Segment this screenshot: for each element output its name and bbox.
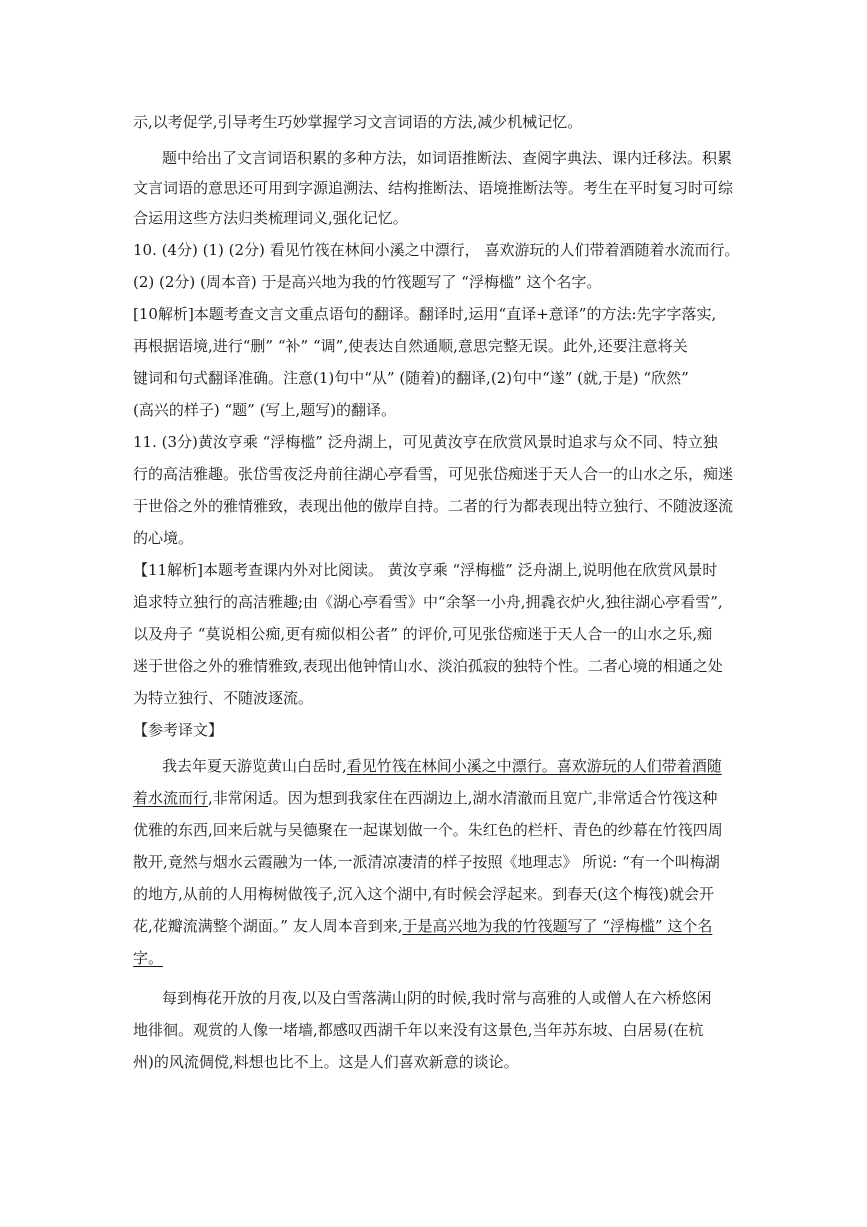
answer-11-line: 行的高洁雅趣。张岱雪夜泛舟前往湖心亭看雪，可见张岱痴迷于天人合一的山水之乐，痴迷: [133, 465, 734, 483]
text-line: 示,以考促学,引导考生巧妙掌握学习文言词语的方法,减少机械记忆。: [133, 113, 583, 131]
analysis-11-line: 【11解析]本题考查课内外对比阅读。 黄汝亨乘 “浮梅槛” 泛舟湖上,说明他在欣赏风景时: [133, 561, 718, 579]
answer-10-line: 10. (4分) (1) (2分) 看见竹筏在林间小溪之中漂行， 喜欢游玩的人们带着酒随着水流而行。: [133, 241, 740, 259]
analysis-11-line: 以及舟子 “莫说相公痴,更有痴似相公者” 的评价,可见张岱痴迷于天人合一的山水之乐,痴: [133, 625, 713, 643]
answer-11-line: 的心境。: [133, 529, 194, 547]
translation-text: ,非常闲适。因为想到我家住在西湖边上,湖水清澈而且宽广,非常适合竹筏这种: [208, 789, 718, 807]
translation-line: 地徘徊。观赏的人像一堵墙,都感叹西湖千年以来没有这景色,当年苏东坡、白居易(在杭: [133, 1021, 704, 1039]
analysis-10-line: 再根据语境,进行“删” “补” “调”,使表达自然通顺,意思完整无误。此外,还要注意将关: [133, 337, 688, 355]
answer-11-line: 11. (3分)黄汝亨乘 “浮梅槛” 泛舟湖上，可见黄汝亨在欣赏风景时追求与众不同、特立独: [133, 433, 718, 451]
translation-text: 我去年夏天游览黄山白岳时,: [162, 757, 347, 775]
text-line: 合运用这些方法归类梳理词义,强化记忆。: [133, 209, 408, 227]
text-line: 文言词语的意思还可用到字源追溯法、结构推断法、语境推断法等。考生在平时复习时可综: [133, 179, 734, 197]
translation-line: 每到梅花开放的月夜,以及白雪落满山阴的时候,我时常与高雅的人或僧人在六桥悠闲: [162, 989, 712, 1007]
answer-11-line: 于世俗之外的雅情雅致，表现出他的傲岸自持。二者的行为都表现出特立独行、不随波逐流: [133, 497, 734, 515]
underlined-translation: 看见竹筏在林间小溪之中漂行。喜欢游玩的人们带着酒随: [346, 757, 722, 775]
translation-text: 花,花瓣流满整个湖面。” 友人周本音到来,: [133, 917, 403, 935]
answer-10-line: (2) (2分) (周本音) 于是高兴地为我的竹筏题写了 “浮梅槛” 这个名字。: [133, 273, 602, 291]
analysis-11-line: 追求特立独行的高洁雅趣;由《湖心亭看雪》中“余拏一小舟,拥毳衣炉火,独往湖心亭看雪”,: [133, 593, 723, 611]
analysis-11-line: 为特立独行、不随波逐流。: [133, 689, 314, 707]
translation-line: 散开,竟然与烟水云霞融为一体,一派清凉凄清的样子按照《地理志》 所说: “有一个叫梅湖: [133, 853, 720, 871]
underlined-translation: 于是高兴地为我的竹筏题写了 “浮梅槛” 这个名: [402, 917, 713, 935]
analysis-10-line: (高兴的样子) “题” (写上,题写)的翻译。: [133, 401, 397, 419]
text-line: 题中给出了文言词语积累的多种方法，如词语推断法、查阅字典法、课内迁移法。积累: [162, 149, 733, 167]
translation-line: [133, 947, 753, 969]
translation-heading: 【参考译文】: [133, 721, 224, 739]
translation-line: 的地方,从前的人用梅树做筏子,沉入这个湖中,有时候会浮起来。到春天(这个梅筏)就会开: [133, 885, 715, 903]
analysis-11-line: 迷于世俗之外的雅情雅致,表现出他钟情山水、淡泊孤寂的独特个性。二者心境的相通之处: [133, 657, 723, 675]
underlined-translation: 字。: [133, 949, 164, 967]
translation-line: [133, 915, 753, 937]
translation-line: 州)的风流倜傥,料想也比不上。这是人们喜欢新意的谈论。: [133, 1053, 519, 1071]
analysis-10-line: 键词和句式翻译准确。注意(1)句中“从” (随着)的翻译,(2)句中“遂” (就,于是) “欣然”: [133, 369, 689, 387]
underlined-translation: 着水流而行: [133, 789, 209, 807]
translation-line: [133, 787, 753, 809]
translation-line: [162, 755, 753, 777]
analysis-10-line: [10解析]本题考查文言文重点语句的翻译。翻译时,运用“直译+意译”的方法:先字字落实,: [133, 305, 717, 323]
translation-line: 优雅的东西,回来后就与吴德聚在一起谋划做一个。朱红色的栏杆、青色的纱幕在竹筏四周: [133, 821, 723, 839]
